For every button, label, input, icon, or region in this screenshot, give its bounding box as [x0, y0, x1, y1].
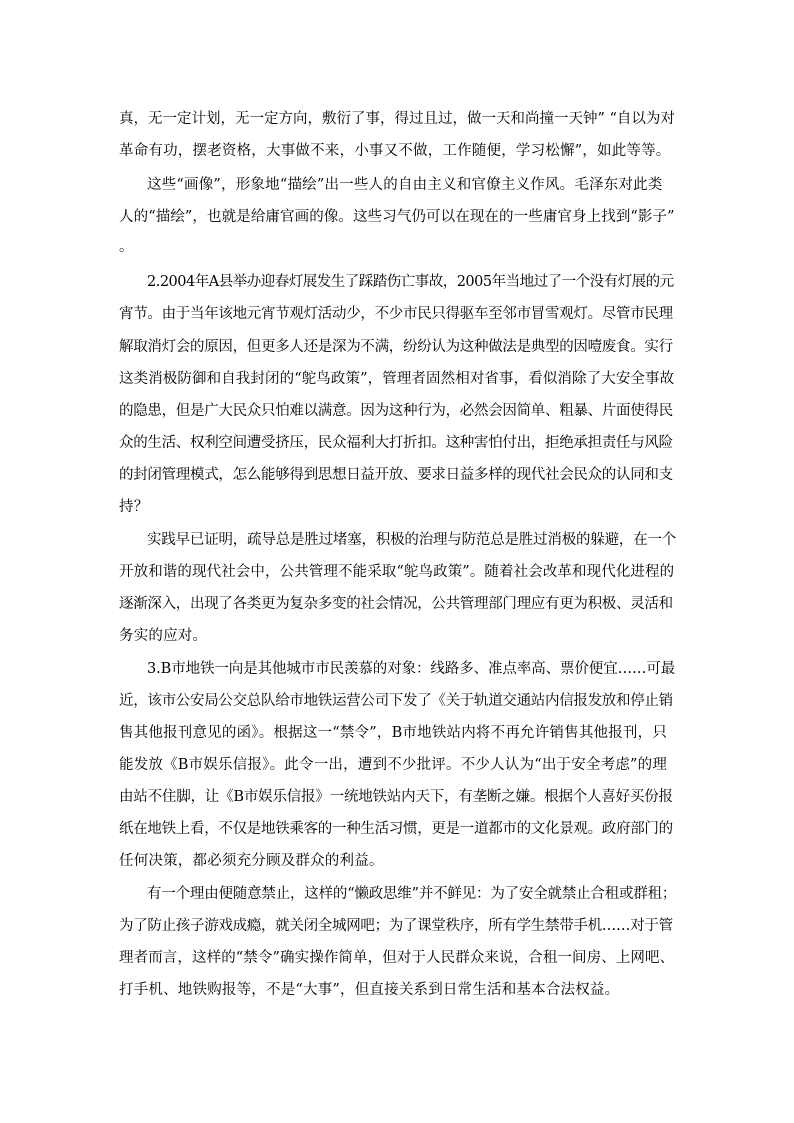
- text-line: 2.2004年A县举办迎春灯展发生了踩踏伤亡事故，2005年当地过了一个没有灯展的元: [147, 274, 674, 290]
- text-line: 众的生活、权利空间遭受挤压，民众福利大打折扣。这种害怕付出，拒绝承担责任与风险: [119, 435, 673, 451]
- text-line: 持？: [119, 499, 149, 515]
- text-line: 这些“画像”，形象地“描绘”出一些人的自由主义和官僚主义作风。毛泽东对此类: [147, 177, 663, 193]
- text-line: 纸在地铁上看，不仅是地铁乘客的一种生活习惯，更是一道都市的文化景观。政府部门的: [119, 821, 673, 837]
- text-line: 理者而言，这样的“禁令”确实操作简单，但对于人民群众来说，合租一间房、上网吧、: [119, 950, 675, 966]
- text-line: 任何决策，都必须充分顾及群众的利益。: [119, 853, 384, 869]
- text-line: 务实的应对。: [119, 628, 208, 644]
- text-line: 革命有功，摆老资格，大事做不来，小事又不做，工作随便，学习松懈”，如此等等。: [119, 143, 671, 159]
- text-line: 售其他报刊意见的函》。根据这一“禁令”，B市地铁站内将不再允许销售其他报刊，只: [119, 725, 668, 741]
- text-line: 这类消极防御和自我封闭的“鸵鸟政策”，管理者固然相对省事，看似消除了大安全事故: [119, 371, 675, 387]
- text-line: 真，无一定计划，无一定方向，敷衍了事，得过且过，做一天和尚撞一天钟” “自以为对: [119, 111, 675, 127]
- text-line: 能发放《B市娱乐信报》。此令一出，遭到不少批评。不少人认为“出于安全考虑”的理: [119, 757, 668, 773]
- text-line: 3.B市地铁一向是其他城市市民羡慕的对象：线路多、准点率高、票价便宜……可最: [147, 661, 676, 677]
- text-line: 宵节。由于当年该地元宵节观灯活动少，不少市民只得驱车至邻市冒雪观灯。尽管市民理: [119, 306, 673, 322]
- text-line: 由站不住脚，让《B市娱乐信报》一统地铁站内天下，有垄断之嫌。根据个人喜好买份报: [119, 789, 673, 805]
- text-line: 逐渐深入，出现了各类更为复杂多变的社会情况，公共管理部门理应有更为积极、灵活和: [119, 596, 673, 612]
- text-line: 的隐患，但是广大民众只怕难以满意。因为这种行为，必然会因简单、粗暴、片面使得民: [119, 403, 673, 419]
- text-line: 。: [119, 239, 134, 255]
- text-line: 实践早已证明，疏导总是胜过堵塞，积极的治理与防范总是胜过消极的躲避，在一个: [147, 532, 677, 548]
- text-line: 打手机、地铁购报等，不是“大事”，但直接关系到日常生活和基本合法权益。: [119, 982, 620, 998]
- text-line: 为了防止孩子游戏成瘾，就关闭全城网吧；为了课堂秩序，所有学生禁带手机……对于管: [119, 918, 673, 934]
- text-line: 解取消灯会的原因，但更多人还是深为不满，纷纷认为这种做法是典型的因噎废食。实行: [119, 339, 673, 355]
- text-line: 近，该市公安局公交总队给市地铁运营公司下发了《关于轨道交通站内信报发放和停止销: [119, 693, 673, 709]
- text-line: 人的“描绘”，也就是给庸官画的像。这些习气仍可以在现在的一些庸官身上找到“影子”: [119, 209, 675, 225]
- text-line: 的封闭管理模式，怎么能够得到思想日益开放、要求日益多样的现代社会民众的认同和支: [119, 467, 673, 483]
- text-line: 开放和谐的现代社会中，公共管理不能采取“鸵鸟政策”。随着社会改革和现代化进程的: [119, 564, 675, 580]
- text-line: 有一个理由便随意禁止，这样的“懒政思维”并不鲜见：为了安全就禁止合租或群租；: [147, 886, 677, 902]
